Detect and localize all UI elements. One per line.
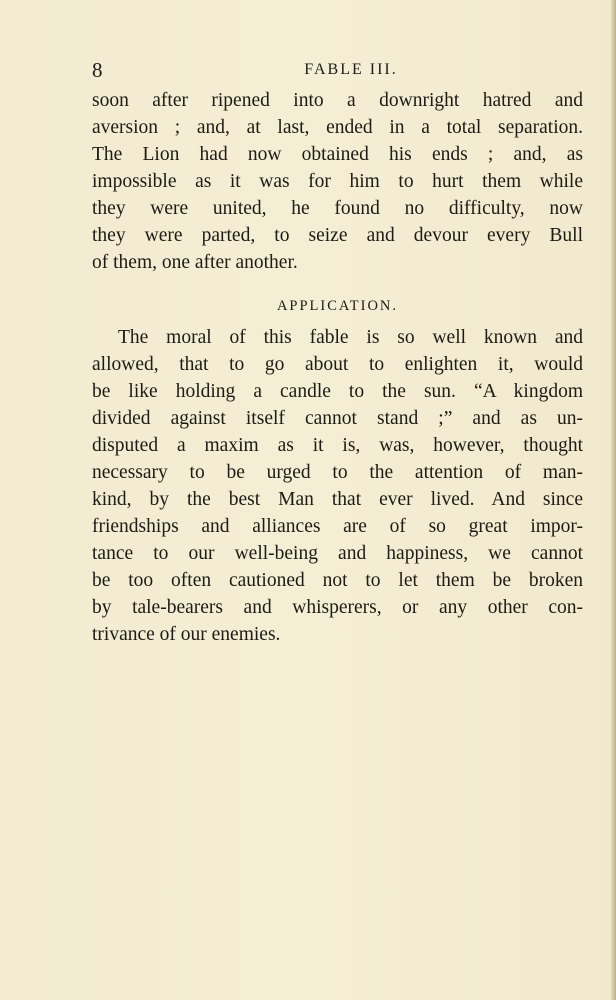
text-line: allowed, that to go about to enlighten it, would — [92, 354, 583, 375]
text-line: they were parted, to seize and devour every Bull — [92, 225, 583, 246]
running-head: FABLE III. — [304, 61, 398, 78]
text-line: soon after ripened into a downright hatred and — [92, 90, 583, 111]
page-edge — [611, 0, 616, 1000]
text-line: friendships and alliances are of so great impor- — [92, 516, 583, 537]
text-line: they were united, he found no difficulty, now — [92, 198, 583, 219]
page-header — [92, 57, 584, 83]
text-line: trivance of our enemies. — [92, 624, 281, 645]
text-line: The Lion had now obtained his ends ; and, as — [92, 144, 583, 165]
text-line: by tale-bearers and whisperers, or any other con- — [92, 597, 583, 618]
page-number: 8 — [92, 58, 103, 82]
text-line: impossible as it was for him to hurt them while — [92, 171, 583, 192]
fable-text — [92, 87, 583, 276]
text-line: necessary to be urged to the attention of man- — [92, 462, 583, 483]
text-line: be too often cautioned not to let them be broken — [92, 570, 583, 591]
text-line: kind, by the best Man that ever lived. And since — [92, 489, 583, 510]
application-text — [92, 324, 583, 648]
application-heading: APPLICATION. — [276, 298, 399, 314]
text-line: aversion ; and, at last, ended in a total separation. — [92, 117, 583, 138]
text-line: be like holding a candle to the sun. “A kingdom — [92, 381, 583, 402]
text-line: tance to our well-being and happiness, we cannot — [92, 543, 583, 564]
text-line: of them, one after another. — [92, 252, 298, 273]
text-line: disputed a maxim as it is, was, however, thought — [92, 435, 583, 456]
text-line: divided against itself cannot stand ;” and as un- — [92, 408, 583, 429]
text-line: The moral of this fable is so well known and — [118, 327, 583, 348]
